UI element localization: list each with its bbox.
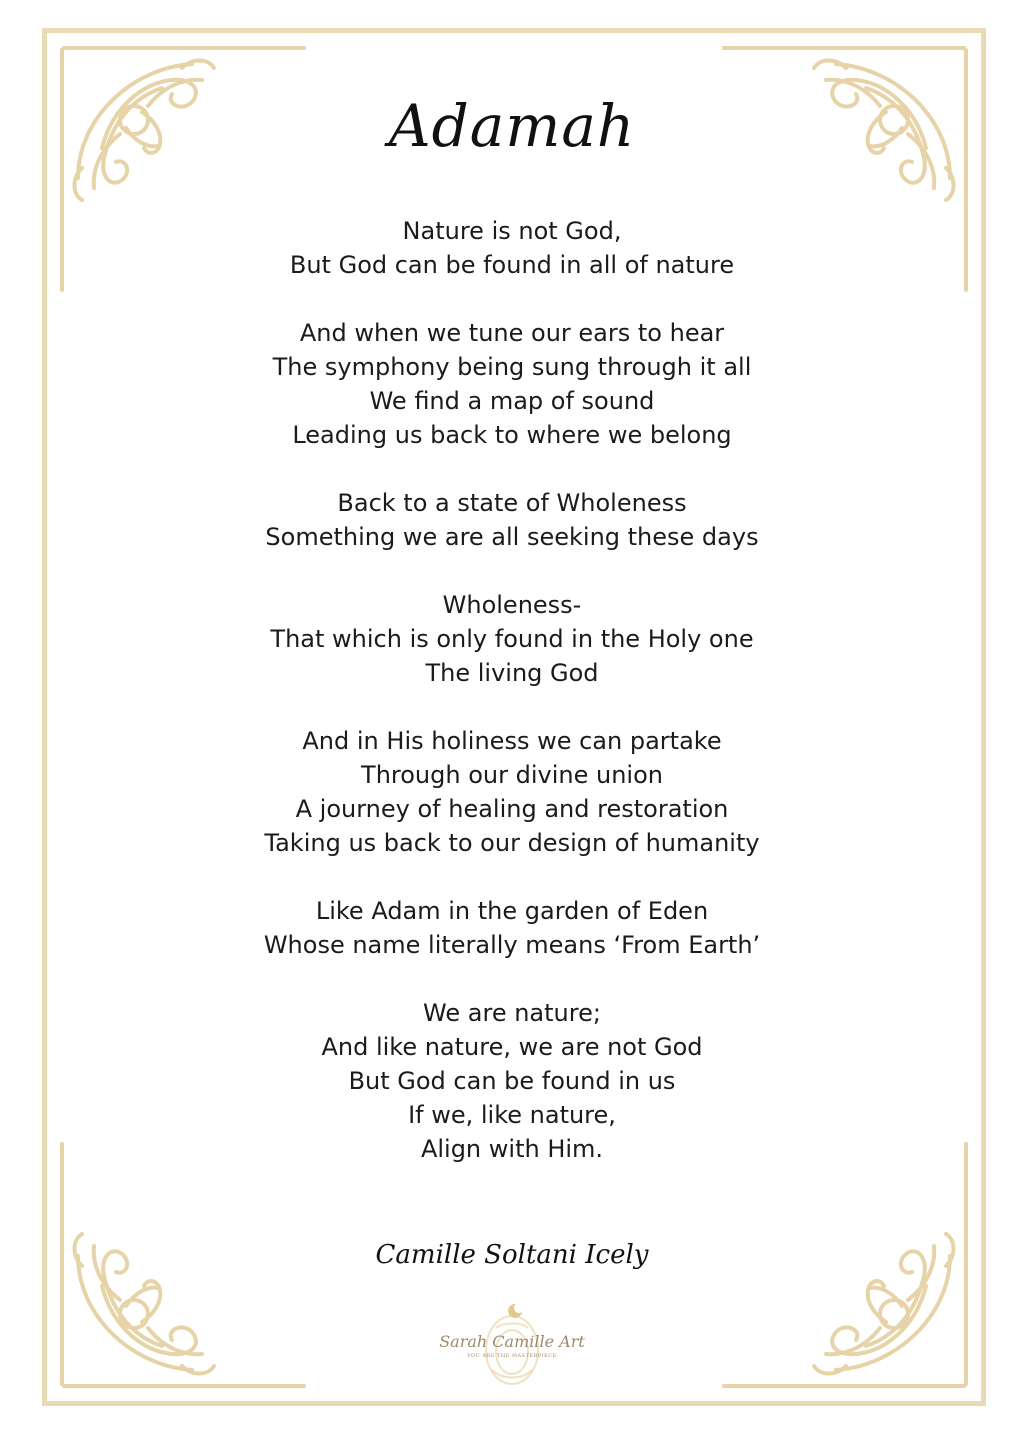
poem-line: If we, like nature,	[408, 1101, 616, 1129]
stanza	[0, 894, 1024, 962]
poem-line: But God can be found in all of nature	[289, 251, 735, 279]
poem-line: The living God	[425, 659, 599, 687]
poem-line: And like nature, we are not God	[321, 1033, 703, 1061]
poem-line: Through our divine union	[361, 761, 663, 789]
stanza	[0, 724, 1024, 860]
poem-line: Align with Him.	[420, 1135, 604, 1163]
poem-line: That which is only found in the Holy one	[270, 625, 754, 653]
stanza	[0, 316, 1024, 452]
poem-line: Whose name literally means ‘From Earth’	[263, 931, 761, 959]
brand-name: Sarah Camille Art	[439, 1332, 585, 1351]
poem-line: Taking us back to our design of humanity	[264, 829, 760, 857]
poem-line: Nature is not God,	[402, 217, 622, 245]
poem-line: Leading us back to where we belong	[292, 421, 732, 449]
poem-line: Like Adam in the garden of Eden	[315, 897, 709, 925]
poem-body	[0, 214, 1024, 1200]
brand-tagline: YOU ARE THE MASTERPIECE	[467, 1353, 557, 1359]
poem-line: And when we tune our ears to hear	[299, 319, 725, 347]
poem-line: We are nature;	[423, 999, 601, 1027]
poem-line: The symphony being sung through it all	[272, 353, 752, 381]
stanza	[0, 214, 1024, 282]
poem-line: And in His holiness we can partake	[302, 727, 722, 755]
stanza	[0, 486, 1024, 554]
poem-line: Something we are all seeking these days	[265, 523, 759, 551]
poem-line: But God can be found in us	[348, 1067, 676, 1095]
poem-line: Wholeness-	[442, 591, 582, 619]
poem-line: Back to a state of Wholeness	[337, 489, 687, 517]
author-signature: Camille Soltani Icely	[375, 1240, 649, 1270]
brand-logo	[432, 1298, 592, 1390]
poem-line: A journey of healing and restoration	[295, 795, 729, 823]
stanza	[0, 588, 1024, 690]
poem-line: We find a map of sound	[369, 387, 655, 415]
stanza	[0, 996, 1024, 1166]
poem-title: Adamah	[388, 92, 636, 160]
